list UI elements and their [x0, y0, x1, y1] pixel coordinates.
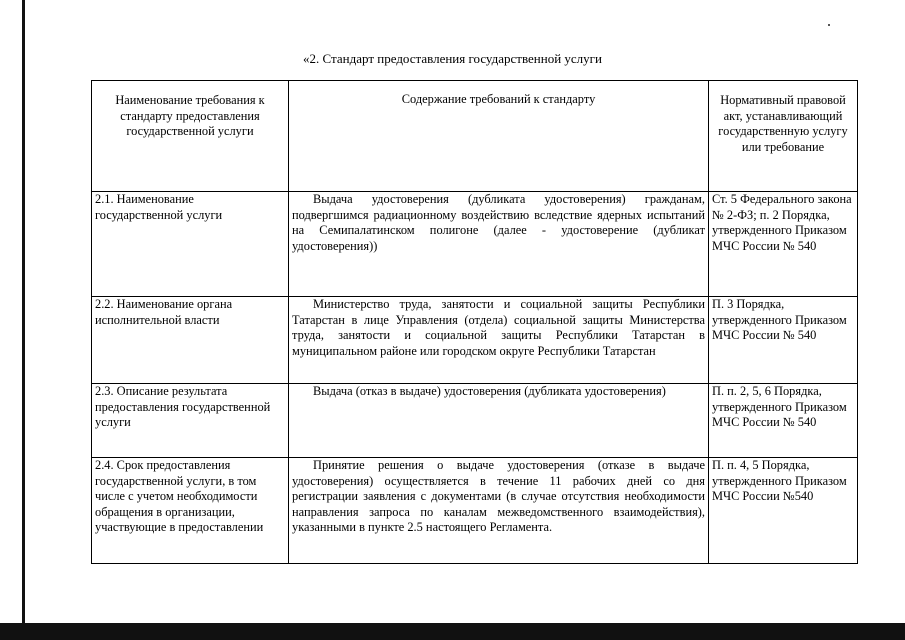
requirement-cell: 2.3. Описание результата предоставления государственной услуги [92, 384, 289, 458]
content-text: Принятие решения о выдаче удостоверения (отказе в выдаче удостоверения) осуществляется в течение 11 рабочих дней со дня регистрации заявления с документами (в случае отсутствия необходимости направления запроса по каналам межведомственного взаимодействия), указанными в пункте 2.5 настоящего Регламента. [292, 458, 705, 534]
law-cell: П. п. 4, 5 Порядка, утвержденного Приказом МЧС России №540 [709, 458, 858, 564]
content-text: Министерство труда, занятости и социальной защиты Республики Татарстан в лице Управления (отдела) социальной защиты Министерства труда, занятости и социальной защиты Республики Татарстан в муниципальном районе или городском округе Республики Татарстан [292, 297, 705, 358]
content-cell [289, 458, 709, 564]
table-row [92, 458, 858, 564]
scan-bottom-edge [0, 623, 905, 640]
content-cell [289, 297, 709, 384]
requirement-cell: 2.4. Срок предоставления государственной услуги, в том числе с учетом необходимости обращения в организации, участвующие в предоставлении [92, 458, 289, 564]
table-row [92, 297, 858, 384]
law-cell: П. 3 Порядка, утвержденного Приказом МЧС России № 540 [709, 297, 858, 384]
law-cell: П. п. 2, 5, 6 Порядка, утвержденного Приказом МЧС России № 540 [709, 384, 858, 458]
table-row [92, 384, 858, 458]
column-header-content: Содержание требований к стандарту [289, 81, 709, 192]
content-cell [289, 384, 709, 458]
scan-left-edge [0, 0, 25, 640]
content-text: Выдача (отказ в выдаче) удостоверения (дубликата удостоверения) [313, 384, 666, 398]
column-header-law: Нормативный правовой акт, устанавливающий государственную услугу или требование [709, 81, 858, 192]
content-cell [289, 192, 709, 297]
requirement-cell: 2.2. Наименование органа исполнительной власти [92, 297, 289, 384]
page-title: «2. Стандарт предоставления государственной услуги [303, 51, 602, 66]
standard-table [91, 80, 858, 564]
table-row [92, 192, 858, 297]
table-header-row [92, 81, 858, 192]
column-header-requirement: Наименование требования к стандарту предоставления государственной услуги [92, 81, 289, 192]
scan-speck [828, 24, 830, 26]
requirement-cell: 2.1. Наименование государственной услуги [92, 192, 289, 297]
content-text: Выдача удостоверения (дубликата удостоверения) гражданам, подвергшимся радиационному воздействию вследствие ядерных испытаний на Семипалатинском полигоне (далее - удостоверение (дубликат удостоверения)) [292, 192, 705, 253]
law-cell: Ст. 5 Федерального закона № 2-ФЗ; п. 2 Порядка, утвержденного Приказом МЧС России № 540 [709, 192, 858, 297]
